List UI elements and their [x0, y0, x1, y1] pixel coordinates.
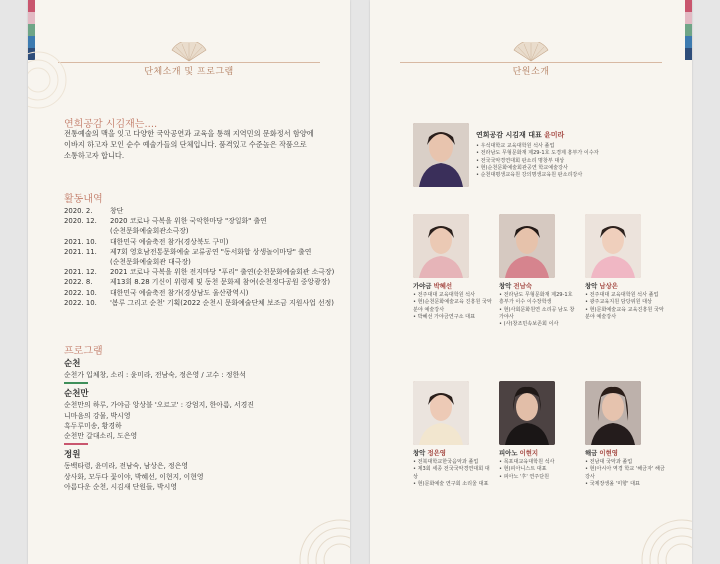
program-line: 순천만 갈대소리, 도은영 — [64, 432, 138, 441]
program-line: 동백타령, 윤미라, 전남숙, 남상은, 정은영 — [64, 462, 189, 471]
member-photo — [499, 214, 555, 278]
program-list — [64, 358, 348, 492]
credit-item: • 목포대교육대학원 석사 — [499, 459, 579, 466]
member-credits — [499, 459, 579, 481]
history-item — [64, 247, 348, 257]
member-name — [585, 449, 618, 458]
history-item — [64, 298, 348, 308]
program-line: 순천가 입체창, 소리 : 윤미라, 전남숙, 정은영 / 고수 : 정한석 — [64, 371, 246, 379]
history-item — [64, 237, 348, 247]
stripe-block — [28, 24, 35, 36]
intro-text — [64, 128, 344, 161]
program-title: 프로그램 — [64, 346, 103, 357]
credit-item: • 전국국악경연대회 판소리 명창부 대상 — [476, 158, 676, 165]
history-text: 대한민국 예술축전 참가(경상북도 구미) — [110, 237, 229, 246]
leader-name-text: 윤미라 — [543, 131, 565, 139]
portrait-icon — [413, 214, 469, 278]
member-photo — [413, 381, 469, 445]
credit-item: • 피아노 '후' 연주단원 — [499, 474, 579, 481]
portrait-icon — [499, 381, 555, 445]
history-text: 제7회 영호남전통문화예술 교류공연 "동서화합 상생놀이마당" 출연 — [110, 247, 312, 256]
history-text: 창단 — [110, 207, 124, 215]
member-name — [499, 282, 532, 291]
program-name: 순천 — [64, 359, 81, 369]
program-name: 정원 — [64, 450, 81, 461]
credit-item: • 전주대대 교육대학원 석사 — [413, 292, 493, 299]
member-name-text: 박혜선 — [433, 282, 453, 290]
history-date: 2020. 12. — [64, 217, 97, 226]
history-date: 2022. 10. — [64, 288, 97, 297]
intro-line: 전통예술의 맥을 잇고 다양한 국악공연과 교육을 통해 지역민의 문화정서 함양에 — [64, 129, 314, 138]
credit-item: • 현)문화예술 연구회 소리울 대표 — [413, 481, 493, 488]
credit-item: • 광주교육지원 담당위원 대상 — [585, 299, 667, 306]
member-name-text: 전남숙 — [513, 282, 532, 290]
history-item — [64, 257, 348, 267]
stripe-block — [685, 0, 692, 12]
history-text: 제13회 8.28 기신이 위령제 및 동천 문화제 참여(순천정다공원 중앙광장) — [110, 278, 331, 287]
credit-item: • 현)순천문화예술교육 진흥원 국악분야 예술강사 — [413, 299, 493, 314]
intro-line: 소통하고자 합니다. — [64, 151, 125, 160]
credit-item: • (사)창조민속보존회 이사 — [499, 321, 579, 328]
fan-ornament-icon — [170, 42, 208, 62]
credit-item: • 제3회 세종 전국국악경연대회 대상 — [413, 466, 493, 481]
history-text: (순천문화예술회관 대극장) — [110, 258, 191, 267]
credit-item: • 전주대대 교육대학원 석사 졸업 — [585, 292, 667, 299]
member-role: 창악 — [585, 282, 598, 290]
left-page — [28, 0, 350, 564]
program-group — [64, 358, 348, 384]
member-name-text: 남상은 — [599, 282, 618, 290]
leader-role: 연희공감 시김재 대표 — [476, 131, 542, 139]
history-text: '봄루 그리고 순천' 기획(2022 순천시 문화예술단체 보조금 지원사업 선정) — [110, 298, 334, 307]
leader-name — [476, 131, 564, 140]
member-photo — [499, 381, 555, 445]
member-name — [413, 449, 446, 458]
leader-credits — [476, 143, 676, 179]
member-credits — [585, 292, 667, 321]
member-credits — [413, 459, 493, 488]
stripe-block — [685, 36, 692, 48]
history-item — [64, 226, 348, 236]
history-item — [64, 277, 348, 287]
credit-item: • 현)아시아 역경 학교 '해금자' 해금 강사 — [585, 466, 667, 481]
credit-item: • 국제장생올 '미향' 대표 — [585, 481, 667, 488]
header-rule — [400, 62, 662, 63]
right-page — [370, 0, 692, 564]
history-date: 2022. 8. — [64, 278, 93, 287]
history-title: 활동내역 — [64, 194, 103, 205]
portrait-icon — [585, 214, 641, 278]
intro-title: 연희공감 시김재는.... — [64, 119, 158, 130]
history-date: 2020. 2. — [64, 207, 93, 215]
history-date: 2021. 11. — [64, 247, 97, 256]
credit-item: • 현)사회문화원연 소리공 남도 창가야사 — [499, 307, 579, 322]
leader-photo — [413, 123, 469, 187]
history-text: 대한민국 예술축전 참가(경상남도 울산광역시) — [110, 288, 249, 297]
history-date: 2021. 10. — [64, 237, 97, 246]
history-date — [64, 226, 110, 236]
stripe-block — [685, 48, 692, 60]
history-text: 2021 코로나 극복을 위한 전지마당 "푸리" 출연(순천문화예술회관 소극장) — [110, 268, 335, 277]
page-header: 단원소개 — [512, 67, 550, 77]
member-credits — [413, 292, 493, 321]
credit-item: • 현)문화예술교육 교육진흥원 국악분야 예술강사 — [585, 307, 667, 322]
member-name-text: 이현영 — [599, 449, 618, 457]
program-divider — [64, 443, 88, 445]
history-list — [64, 206, 348, 308]
page-header: 단체소개 및 프로그램 — [144, 67, 234, 77]
credit-item: • 우석대학교 교육대학원 석사 졸업 — [476, 143, 676, 150]
history-text: (순천문화예술회관소극장) — [110, 227, 189, 236]
fan-ornament-icon — [512, 42, 550, 62]
portrait-icon — [499, 214, 555, 278]
member-credits — [499, 292, 579, 328]
history-item — [64, 288, 348, 298]
credit-item: • 현)피아니스트 대표 — [499, 466, 579, 473]
member-name — [499, 449, 538, 458]
program-line: 순천만의 하루, 가야금 앙상블 '오르고' : 강엄지, 한아름, 서경진 — [64, 401, 254, 410]
member-name-text: 정은영 — [427, 449, 446, 457]
member-role: 해금 — [585, 449, 598, 457]
member-role: 피아노 — [499, 449, 518, 457]
member-name-text: 이현지 — [519, 449, 539, 457]
member-photo — [413, 214, 469, 278]
member-role: 가야금 — [413, 282, 432, 290]
portrait-icon — [413, 381, 469, 445]
credit-item: • 현)순천문화예술회관공연 학교예술강사 — [476, 165, 676, 172]
program-line: 니마음의 강물, 박시영 — [64, 411, 131, 420]
program-line: 상사화, 모두다 꽃이야, 박혜선, 이현지, 이현영 — [64, 472, 204, 481]
member-role: 창악 — [499, 282, 512, 290]
program-divider — [64, 382, 88, 384]
member-role: 창악 — [413, 449, 426, 457]
credit-item: • 전남대 국악과 졸업 — [585, 459, 667, 466]
stripe-block — [685, 24, 692, 36]
history-item — [64, 216, 348, 226]
wave-pattern-icon — [28, 40, 98, 110]
history-date — [64, 257, 110, 267]
stripe-block — [28, 12, 35, 24]
intro-line: 이바지 하고자 모인 순수 예술가들의 단체입니다. 품격있고 수준높은 작품으로 — [64, 140, 307, 149]
program-group — [64, 449, 348, 492]
history-item — [64, 206, 348, 216]
member-photo — [585, 214, 641, 278]
credit-item: • 전라남도 무형문화재 제29-1호 도경제 흥부가 이수자 — [476, 150, 676, 157]
stripe-block — [685, 12, 692, 24]
credit-item: • 전북대학교한국음악과 졸업 — [413, 459, 493, 466]
member-name — [585, 282, 618, 291]
credit-item: • 전라남도 무형문화재 제29-1호 흥부가 이수 이수장학생 — [499, 292, 579, 307]
stripe-block — [28, 0, 35, 12]
color-stripe — [685, 0, 692, 60]
credit-item: • 순천대평생교육원 강의명생교육원 판소리강사 — [476, 172, 676, 179]
program-group — [64, 388, 348, 445]
program-line: 흑두루미송, 황경하 — [64, 421, 122, 430]
member-credits — [585, 459, 667, 488]
history-date: 2022. 10. — [64, 298, 97, 307]
history-text: 2020 코로나 극복을 위한 국악한마당 "장일화" 출연 — [110, 217, 267, 226]
history-item — [64, 267, 348, 277]
wave-pattern-icon — [290, 500, 350, 564]
credit-item: • 박혜선 가야금연구소 대표 — [413, 314, 493, 321]
history-date: 2021. 12. — [64, 268, 97, 277]
portrait-icon — [585, 381, 641, 445]
program-line: 아름다운 순천, 시김새 단원들, 박시영 — [64, 483, 177, 492]
wave-pattern-icon — [632, 500, 692, 564]
portrait-icon — [413, 123, 469, 187]
member-name — [413, 282, 452, 291]
member-photo — [585, 381, 641, 445]
program-name: 순천만 — [64, 389, 89, 400]
